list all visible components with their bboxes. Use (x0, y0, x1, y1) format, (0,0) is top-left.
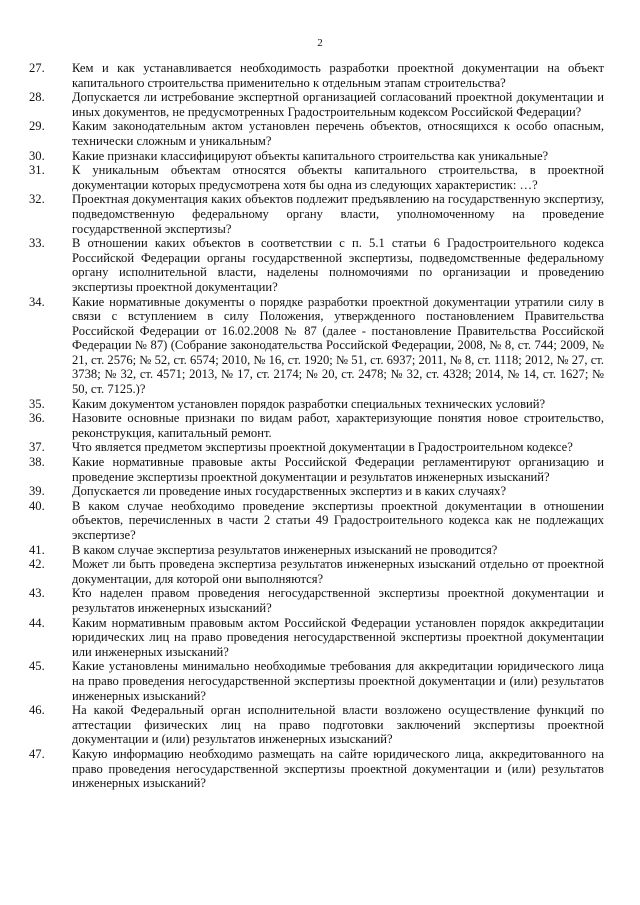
question-number: 44. (29, 615, 45, 630)
list-item (29, 236, 604, 294)
question-text: Какую информацию необходимо размещать на сайте юридического лица, аккредитованного на право проведения негосударственной экспертизы проектной документации и (или) результатов инженерных изысканий? (72, 746, 604, 791)
question-text: Кто наделен правом проведения негосударственной экспертизы проектной документации и результатов инженерных изысканий? (72, 586, 604, 615)
question-number: 29. (29, 119, 45, 134)
question-number: 38. (29, 455, 45, 470)
question-number: 36. (29, 411, 45, 426)
question-text: Кем и как устанавливается необходимость разработки проектной документации на объект капитального строительства применительно к отдельным этапам строительства? (72, 61, 604, 90)
question-text: В отношении каких объектов в соответствии с п. 5.1 статьи 6 Градостроительного кодекса Российской Федерации органы государственной экспертизы, подведомственные федеральному органу исполнительной власти, наделены полномочиями по организации и проведению экспертизы проектной документации? (72, 236, 604, 294)
list-item (29, 499, 604, 543)
question-number: 45. (29, 659, 45, 674)
question-number: 39. (29, 484, 45, 499)
list-item (29, 703, 604, 747)
list-item (29, 192, 604, 236)
question-number: 32. (29, 192, 45, 207)
question-text: Какие установлены минимально необходимые требования для аккредитации юридического лица на право проведения негосударственной экспертизы проектной документации и (или) результатов инженерных изысканий? (72, 659, 604, 703)
question-text: Каким нормативным правовым актом Российской Федерации установлен порядок аккредитации юридических лиц на право проведения негосударственной экспертизы проектной документации или инженерных изысканий? (72, 615, 604, 659)
list-item (29, 557, 604, 586)
list-item (29, 586, 604, 615)
question-text: Назовите основные признаки по видам работ, характеризующие понятия новое строительство, реконструкция, капитальный ремонт. (72, 411, 604, 440)
question-number: 46. (29, 703, 45, 718)
list-item (29, 455, 604, 484)
question-text: Допускается ли истребование экспертной организацией согласований проектной документации и иных документов, не предусмотренных Градостроительным кодексом Российской Федерации? (72, 90, 604, 119)
question-text: В каком случае экспертиза результатов инженерных изысканий не проводится? (72, 542, 498, 557)
question-number: 27. (29, 61, 45, 75)
list-item (29, 440, 604, 455)
list-item (29, 119, 604, 148)
question-list (29, 61, 604, 791)
question-number: 40. (29, 498, 45, 513)
question-number: 43. (29, 586, 45, 601)
question-text: На какой Федеральный орган исполнительной власти возложено осуществление функций по аттестации физических лиц на право подготовки заключений экспертизы проектной документации и (или) результатов инженерных изысканий? (72, 703, 604, 747)
question-text: Каким законодательным актом установлен перечень объектов, относящихся к особо опасным, технически сложным и уникальным? (72, 119, 604, 148)
list-item (29, 659, 604, 703)
question-number: 41. (29, 542, 45, 557)
question-text: Проектная документация каких объектов подлежит предъявлению на государственную экспертизу, подведомственную федеральному органу власти, уполномоченному на проведение государственной экспертизы? (72, 192, 604, 236)
question-number: 30. (29, 148, 45, 163)
list-item (29, 149, 604, 164)
list-item (29, 484, 604, 499)
list-item (29, 543, 604, 558)
list-item (29, 295, 604, 397)
question-number: 37. (29, 440, 45, 455)
question-text: К уникальным объектам относятся объекты капитального строительства, в проектной документации которых предусмотрена хотя бы одна из следующих характеристик: …? (72, 163, 604, 192)
question-number: 35. (29, 396, 45, 411)
list-item (29, 61, 604, 90)
question-text: Каким документом установлен порядок разработки специальных технических условий? (72, 396, 546, 411)
list-item (29, 616, 604, 660)
question-text: Что является предметом экспертизы проектной документации в Градостроительном кодексе? (72, 440, 573, 455)
question-number: 31. (29, 163, 45, 178)
question-number: 47. (29, 746, 45, 761)
question-number: 33. (29, 236, 45, 251)
list-item (29, 163, 604, 192)
question-text: Какие нормативные документы о порядке разработки проектной документации утратили силу в связи с вступлением в силу Положения, утвержденного постановлением Правительства Российской Федерации от 16.02.2008 № 87 (далее - постановление Правительства Российской Федерации № 87) (Собрание законодательства Российской Федерации, 2008, № 8, ст. 744; 2009, № 21, ст. 2576; № 52, ст. 6574; 2010, № 16, ст. 1920; № 51, ст. 6937; 2011, № 8, ст. 1118; 2012, № 27, ст. 3738; № 32, ст. 4571; 2013, № 17, ст. 2174; № 20, ст. 2478; № 32, ст. 4328; 2014, № 14, ст. 1627; № 50, ст. 7125.)? (72, 294, 604, 397)
question-number: 42. (29, 557, 45, 572)
question-number: 34. (29, 294, 45, 309)
question-text: Допускается ли проведение иных государственных экспертиз и в каких случаях? (72, 484, 507, 499)
list-item (29, 411, 604, 440)
list-item (29, 90, 604, 119)
question-text: Какие нормативные правовые акты Российской Федерации регламентируют организацию и проведение экспертизы проектной документации и результатов инженерных изысканий? (72, 455, 604, 484)
list-item (29, 747, 604, 791)
page-number: 2 (317, 37, 323, 49)
question-text: Какие признаки классифицируют объекты капитального строительства как уникальные? (72, 148, 549, 163)
question-number: 28. (29, 90, 45, 105)
question-text: Может ли быть проведена экспертиза результатов инженерных изысканий отдельно от проектной документации, для которой они выполняются? (72, 557, 604, 586)
question-text: В каком случае необходимо проведение экспертизы проектной документации в отношении объектов, перечисленных в части 2 статьи 49 Градостроительного кодекса как не подлежащих экспертизе? (72, 498, 604, 542)
list-item (29, 397, 604, 412)
